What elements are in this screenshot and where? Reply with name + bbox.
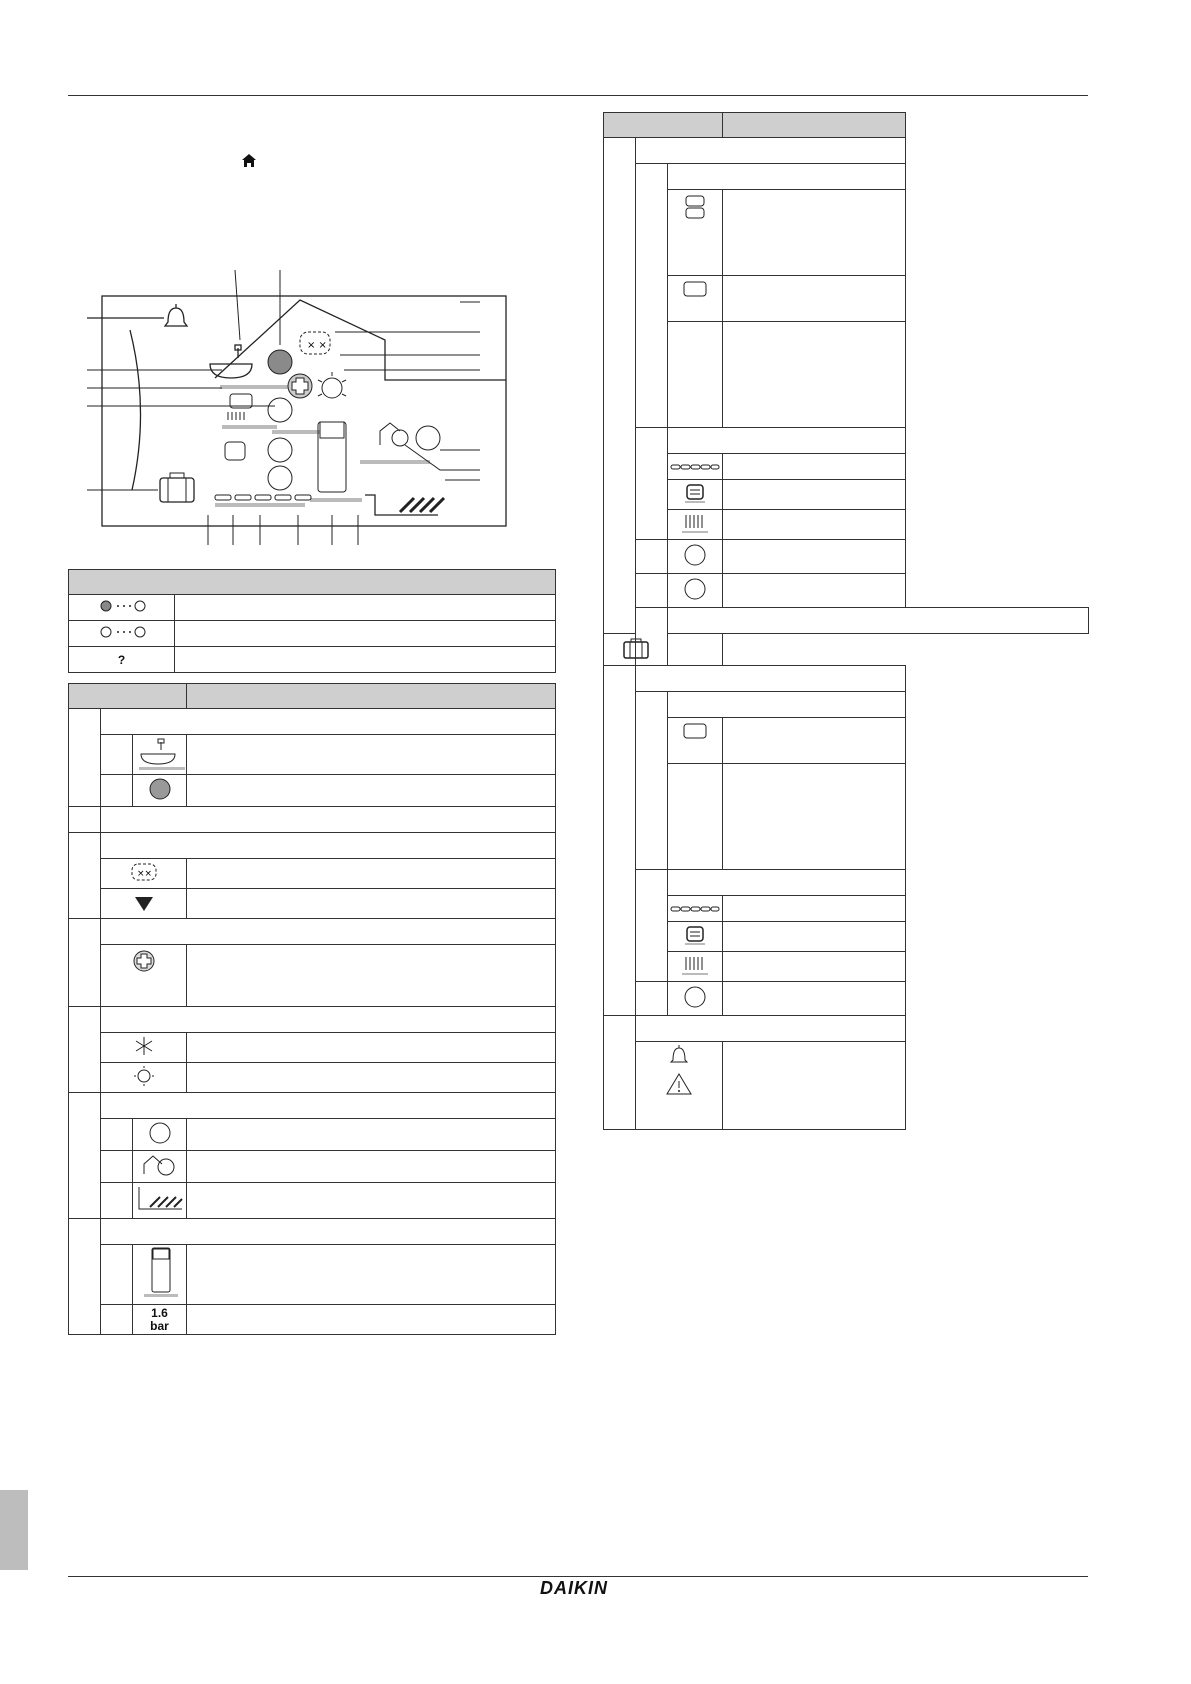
tank-icon [133,1245,187,1305]
icon-table-left [68,683,556,1335]
legend-header [69,570,556,595]
house-clock-icon [133,1151,187,1183]
warning-icon [636,1072,723,1130]
circle-icon-c [668,982,723,1016]
pressure-value: 1.6 [151,1305,168,1320]
gray-circle-icon [133,775,187,807]
daikin-logo: DAIKIN [540,1578,608,1598]
status-dots-icon [69,595,175,621]
home-screen-diagram [60,270,540,545]
pressure-readout [133,1305,187,1335]
bath-icon [133,735,187,775]
underfloor-icon [668,454,723,480]
side-tab [0,1490,28,1570]
footer-rule [68,1576,1088,1577]
touch-dots-icon [69,621,175,647]
thermostat-icon-2 [668,718,723,764]
heating-icon [101,1063,187,1093]
help-symbol: ? [69,647,175,673]
svg-text:× ×: × × [307,340,327,351]
header-rule [68,95,1088,96]
bell-icon [165,304,187,326]
dotted-face-icon [101,859,187,889]
pressure-unit: bar [150,1318,169,1333]
fancoil-icon [668,480,723,510]
circle-icon-a [668,540,723,574]
empty-circle-icon [133,1119,187,1151]
suitcase-icon [604,634,668,666]
home-icon [242,154,256,167]
radiator-icon-2 [668,952,723,982]
remote-icon [668,190,723,276]
radiator-icon [668,510,723,540]
floor-heating-icon [133,1183,187,1219]
circle-icon-b [668,574,723,608]
cooling-icon [101,1033,187,1063]
bell-icon-table [636,1042,723,1072]
icon-table-right [603,112,1089,1130]
thermostat-icon [668,276,723,322]
underfloor-icon-2 [668,896,723,922]
fancoil-icon-2 [668,922,723,952]
defrost-icon [101,889,187,919]
svg-text:××: ×× [136,869,152,879]
legend-table [68,569,556,673]
booster-heater-icon [101,945,187,1007]
